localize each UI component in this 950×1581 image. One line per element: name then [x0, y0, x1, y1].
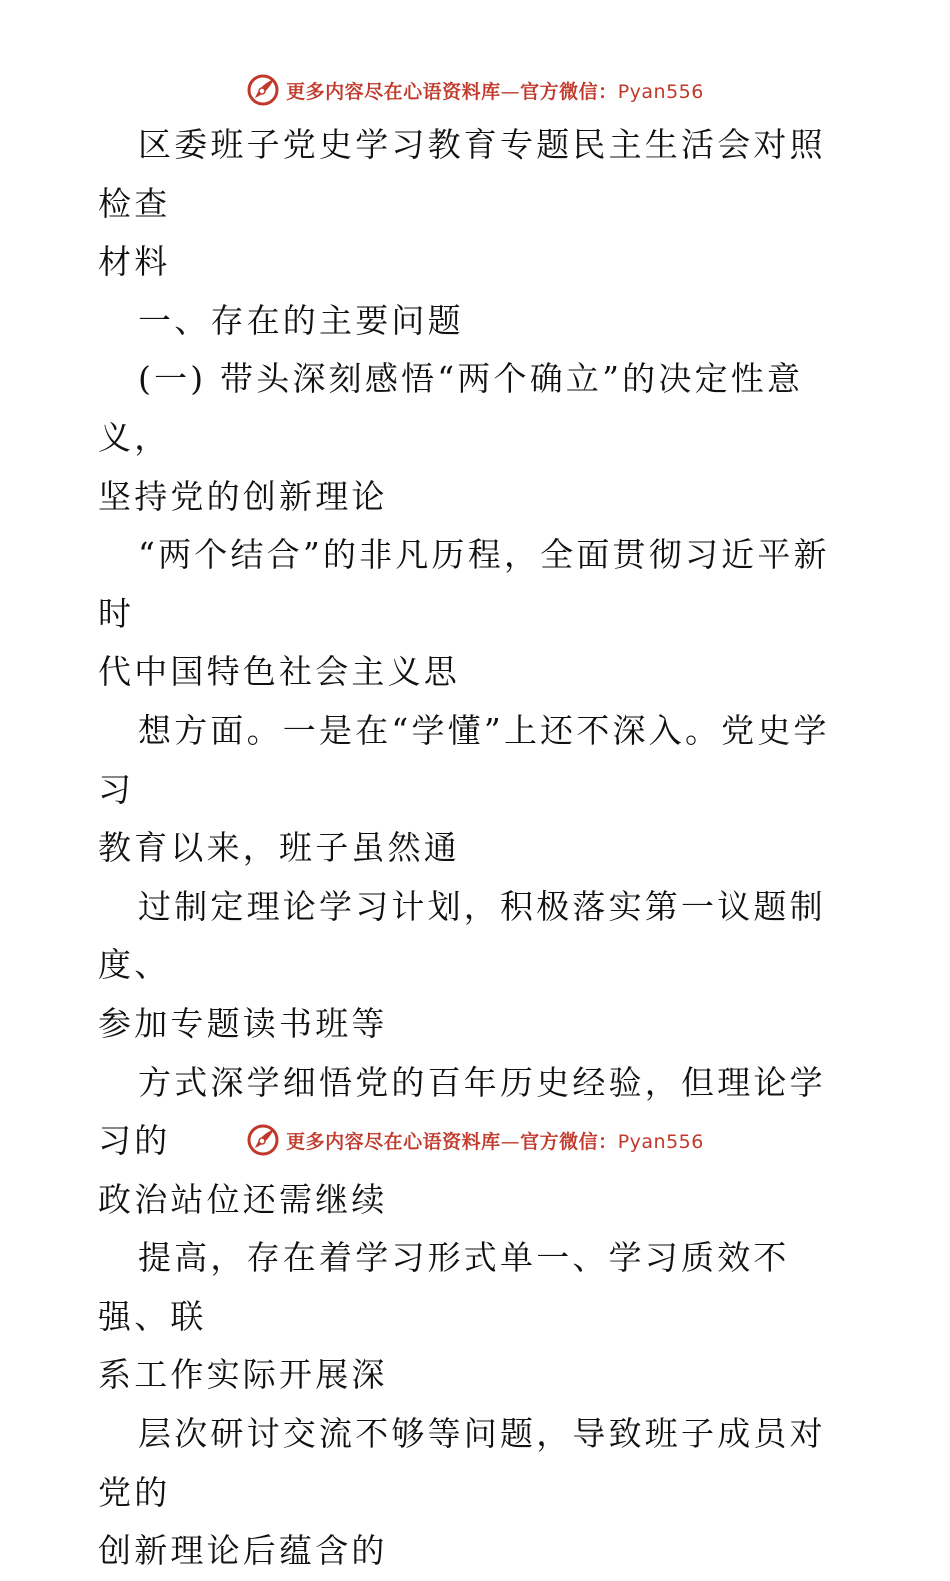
- watermark-text: 更多内容尽在心语资料库—官方微信：Pyan556: [286, 1130, 704, 1153]
- header-watermark: [0, 70, 950, 110]
- paragraph: 层次研讨交流不够等问题，导致班子成员对党的 创新理论后蕴含的: [98, 1414, 826, 1571]
- section-heading: 一、存在的主要问题: [138, 300, 464, 340]
- watermark-text: 更多内容尽在心语资料库—官方微信：Pyan556: [286, 80, 704, 103]
- quill-logo-icon: [246, 1123, 280, 1157]
- document-body: [98, 116, 858, 1581]
- paragraph: “两个结合”的非凡历程，全面贯彻习近平新时 代中国特色社会主义思: [98, 535, 830, 692]
- paragraph: 提高，存在着学习形式单一、学习质效不强、联 系工作实际开展深: [98, 1238, 790, 1395]
- paragraph: 方式深学细悟党的百年历史经验，但理论学习的 政治站位还需继续: [98, 1062, 826, 1219]
- paragraph: (一) 带头深刻感悟“两个确立”的决定性意义， 坚持党的创新理论: [98, 359, 804, 516]
- quill-logo-icon: [246, 73, 280, 107]
- document-title: 区委班子党史学习教育专题民主生活会对照检查 材料: [98, 125, 826, 282]
- footer-watermark: [0, 1120, 950, 1160]
- paragraph: 过制定理论学习计划，积极落实第一议题制度、 参加专题读书班等: [98, 886, 826, 1043]
- paragraph: 想方面。一是在“学懂”上还不深入。党史学习 教育以来，班子虽然通: [98, 710, 830, 868]
